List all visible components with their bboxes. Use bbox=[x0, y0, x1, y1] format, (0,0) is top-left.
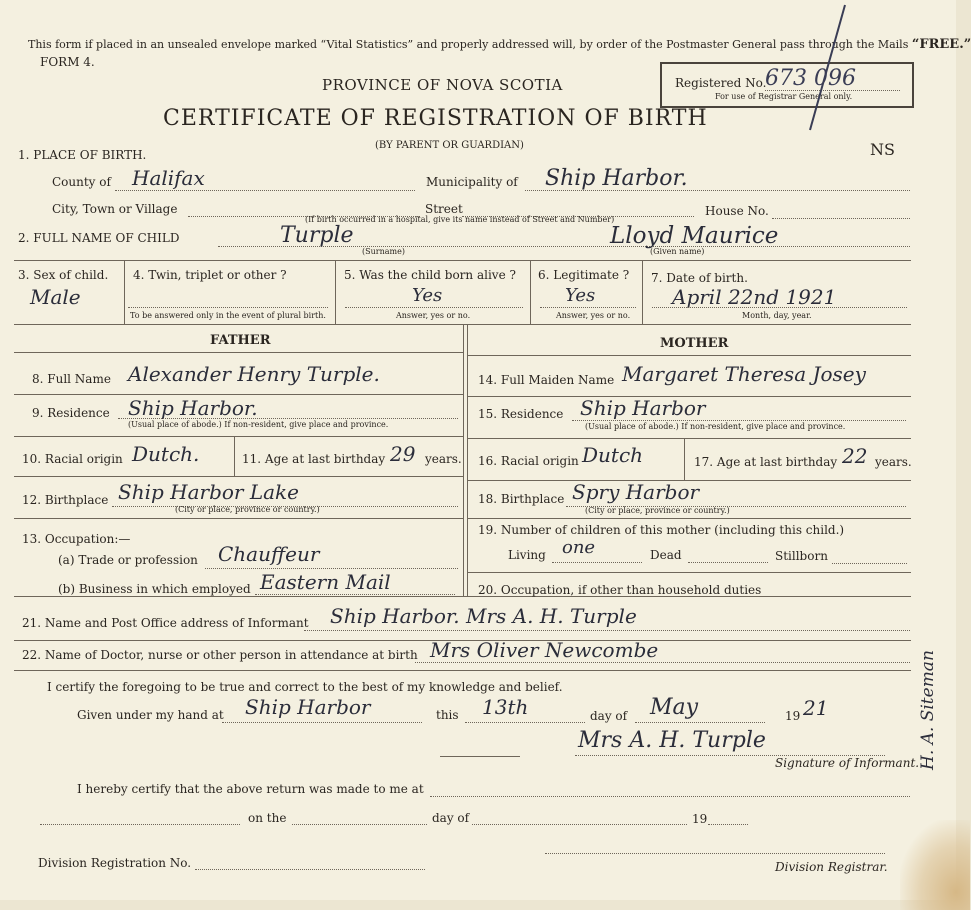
division-registrar-caption: Division Registrar. bbox=[775, 860, 888, 874]
day-value: 13th bbox=[482, 695, 529, 719]
living-value: one bbox=[562, 537, 596, 558]
stillborn-label: Stillborn bbox=[775, 549, 828, 563]
mother-birthplace-label: 18. Birthplace bbox=[478, 492, 565, 506]
father-birthplace-value: Ship Harbor Lake bbox=[118, 480, 299, 504]
municipality-label: Municipality of bbox=[426, 175, 518, 189]
mother-name-value: Margaret Theresa Josey bbox=[622, 362, 866, 386]
born-alive-value: Yes bbox=[412, 285, 443, 306]
municipality-value: Ship Harbor. bbox=[545, 166, 688, 191]
given-name-caption: (Given name) bbox=[650, 247, 705, 256]
legitimate-note: Answer, yes or no. bbox=[556, 311, 631, 320]
father-occupation-label: 13. Occupation:— bbox=[22, 532, 131, 546]
child-name-label: 2. FULL NAME OF CHILD bbox=[18, 231, 180, 245]
date-of-birth-value: April 22nd 1921 bbox=[672, 285, 837, 309]
province-heading: PROVINCE OF NOVA SCOTIA bbox=[322, 76, 563, 94]
mother-occupation-label: 20. Occupation, if other than household duties bbox=[478, 583, 762, 597]
postal-notice-text: This form if placed in an unsealed envelope marked “Vital Statistics” and properly addressed will, by order of the Postmaster General pass through the Mails bbox=[28, 38, 909, 51]
page-title: CERTIFICATE OF REGISTRATION OF BIRTH bbox=[163, 106, 708, 131]
county-value: Halifax bbox=[132, 166, 205, 190]
on-the-label: on the bbox=[248, 811, 287, 825]
child-given-name: Lloyd Maurice bbox=[610, 223, 779, 249]
given-under-hand-label: Given under my hand at bbox=[77, 708, 224, 722]
attendant-label: 22. Name of Doctor, nurse or other person in attendance at birth bbox=[22, 648, 418, 662]
year-value: 21 bbox=[803, 696, 829, 720]
mother-heading: MOTHER bbox=[660, 336, 729, 351]
day-of-label: day of bbox=[590, 709, 628, 723]
father-heading: FATHER bbox=[210, 333, 271, 348]
division-registration-label: Division Registration No. bbox=[38, 856, 192, 870]
legitimate-value: Yes bbox=[565, 285, 596, 306]
father-age-unit: years. bbox=[425, 452, 462, 466]
father-race-value: Dutch. bbox=[132, 442, 200, 466]
mother-birthplace-note: (City or place, province or country.) bbox=[585, 506, 730, 515]
father-race-label: 10. Racial origin bbox=[22, 452, 123, 466]
father-name-label: 8. Full Name bbox=[32, 372, 111, 386]
informant-label: 21. Name and Post Office address of Informant bbox=[22, 616, 309, 630]
registered-label: Registered No. bbox=[675, 76, 767, 90]
given-place-value: Ship Harbor bbox=[245, 695, 371, 719]
registrar-day-of-label: day of bbox=[432, 811, 470, 825]
father-trade-label: (a) Trade or profession bbox=[58, 553, 198, 567]
city-town-label: City, Town or Village bbox=[52, 202, 178, 216]
sex-label: 3. Sex of child. bbox=[18, 268, 109, 282]
father-age-value: 29 bbox=[390, 442, 416, 466]
born-alive-label: 5. Was the child born alive ? bbox=[344, 268, 516, 282]
living-label: Living bbox=[508, 548, 546, 562]
month-value: May bbox=[650, 695, 699, 720]
father-residence-note: (Usual place of abode.) If non-resident, give place and province. bbox=[128, 420, 389, 429]
house-number-label: House No. bbox=[705, 204, 769, 218]
registered-number: 673 096 bbox=[765, 66, 856, 91]
sex-value: Male bbox=[30, 285, 81, 309]
paper-stain bbox=[900, 820, 970, 910]
form-number: FORM 4. bbox=[40, 55, 95, 69]
year-prefix: 19 bbox=[785, 709, 801, 723]
provincial-seal-icon: NS bbox=[870, 140, 895, 159]
certify-statement: I certify the foregoing to be true and correct to the best of my knowledge and belief. bbox=[47, 680, 563, 694]
mother-age-unit: years. bbox=[875, 455, 912, 469]
father-birthplace-label: 12. Birthplace bbox=[22, 493, 109, 507]
attendant-value: Mrs Oliver Newcombe bbox=[430, 638, 659, 662]
hospital-note: (If birth occurred in a hospital, give its name instead of Street and Number) bbox=[305, 215, 615, 224]
father-trade-value: Chauffeur bbox=[218, 542, 320, 566]
county-label: County of bbox=[52, 175, 111, 189]
informant-signature: Mrs A. H. Turple bbox=[578, 728, 766, 753]
registrar-check-stroke bbox=[800, 0, 860, 140]
dead-label: Dead bbox=[650, 548, 682, 562]
father-business-label: (b) Business in which employed bbox=[58, 582, 251, 596]
mother-race-value: Dutch bbox=[582, 443, 644, 467]
signature-caption: Signature of Informant. bbox=[775, 756, 920, 770]
father-business-value: Eastern Mail bbox=[260, 570, 391, 594]
mother-age-value: 22 bbox=[842, 444, 868, 468]
child-surname: Turple bbox=[280, 223, 354, 248]
page-subtitle: (BY PARENT OR GUARDIAN) bbox=[375, 140, 524, 151]
place-of-birth-label: 1. PLACE OF BIRTH. bbox=[18, 148, 147, 162]
born-alive-note: Answer, yes or no. bbox=[396, 311, 471, 320]
mother-name-label: 14. Full Maiden Name bbox=[478, 373, 615, 387]
mother-residence-note: (Usual place of abode.) If non-resident, give place and province. bbox=[585, 422, 846, 431]
mother-age-label: 17. Age at last birthday bbox=[694, 455, 838, 469]
date-of-birth-note: Month, day, year. bbox=[742, 311, 812, 320]
this-label: this bbox=[436, 708, 459, 722]
mother-birthplace-value: Spry Harbor bbox=[572, 480, 700, 504]
date-of-birth-label: 7. Date of birth. bbox=[651, 271, 748, 285]
margin-registrar-signature: H. A. Siteman bbox=[918, 650, 938, 770]
registrar-year-label: 19 bbox=[692, 812, 708, 826]
mother-residence-value: Ship Harbor bbox=[580, 396, 706, 420]
mother-residence-label: 15. Residence bbox=[478, 407, 564, 421]
children-count-label: 19. Number of children of this mother (including this child.) bbox=[478, 523, 845, 537]
plural-birth-note: To be answered only in the event of plural birth. bbox=[130, 311, 326, 320]
surname-caption: (Surname) bbox=[362, 247, 405, 256]
plural-birth-label: 4. Twin, triplet or other ? bbox=[133, 268, 287, 282]
father-residence-value: Ship Harbor. bbox=[128, 396, 258, 420]
informant-value: Ship Harbor. Mrs A. H. Turple bbox=[330, 604, 637, 628]
legitimate-label: 6. Legitimate ? bbox=[538, 268, 630, 282]
mother-race-label: 16. Racial origin bbox=[478, 454, 579, 468]
father-age-label: 11. Age at last birthday bbox=[242, 452, 386, 466]
father-birthplace-note: (City or place, province or country.) bbox=[175, 505, 320, 514]
father-residence-label: 9. Residence bbox=[32, 406, 110, 420]
father-name-value: Alexander Henry Turple. bbox=[128, 362, 380, 386]
registrar-certify-line: I hereby certify that the above return was made to me at bbox=[77, 782, 424, 796]
registrar-general-note: For use of Registrar General only. bbox=[715, 92, 853, 101]
free-label: “FREE.” bbox=[911, 37, 971, 52]
street-label: Street bbox=[425, 202, 463, 216]
